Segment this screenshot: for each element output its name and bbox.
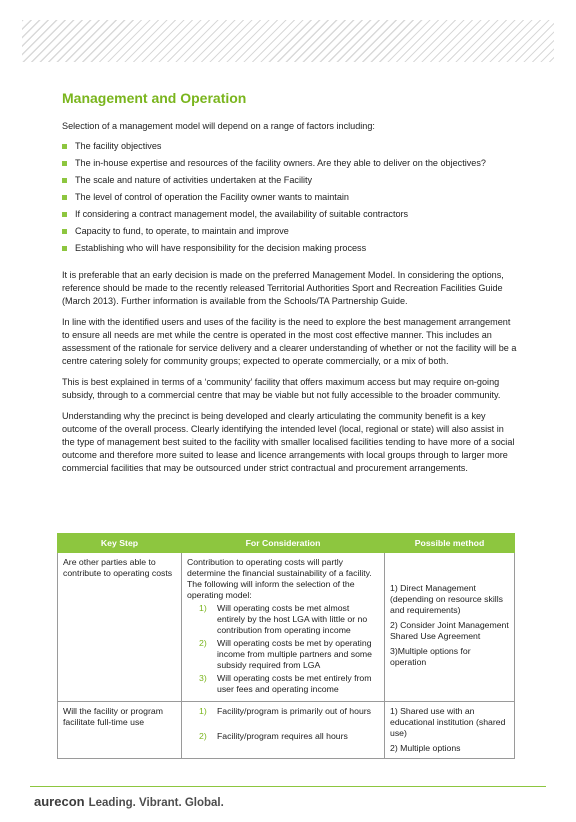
table-header-row xyxy=(58,534,515,553)
list-item: The scale and nature of activities undertaken at the Facility xyxy=(62,174,518,187)
list-item: The in-house expertise and resources of the facility owners. Are they able to deliver on the objectives? xyxy=(62,157,518,170)
key-step-cell: Are other parties able to contribute to operating costs xyxy=(58,553,182,702)
body-content xyxy=(62,120,518,483)
decorative-hatch-band xyxy=(22,20,554,62)
factor-list xyxy=(62,140,518,255)
body-paragraph: Understanding why the precinct is being developed and clearly articulating the community benefit is a key outcome of the overall process. Clearly identifying the intended level (local, regional or state) will also assist in the type of management best suited to the facility with smaller localised facilities tending to have more of a social outcome and therefore more suited to lease and licence arrangements with local groups through to larger more commercial facilities that may be outsourced under strict contractual and procurement arrangements. xyxy=(62,411,515,473)
section-heading: Management and Operation xyxy=(62,90,247,106)
item-number: 2) xyxy=(199,638,207,648)
list-item: Capacity to fund, to operate, to maintain and improve xyxy=(62,225,518,238)
method-item: 1) Shared use with an educational institution (shared use) xyxy=(390,706,506,738)
item-text: Facility/program requires all hours xyxy=(217,731,348,741)
consideration-list xyxy=(187,603,379,695)
method-cell xyxy=(385,553,515,702)
column-header: Key Step xyxy=(58,534,182,553)
method-cell xyxy=(385,702,515,759)
key-step-cell: Will the facility or program facilitate full-time use xyxy=(58,702,182,759)
list-item: The level of control of operation the Facility owner wants to maintain xyxy=(62,191,518,204)
list-item xyxy=(199,731,379,742)
item-number: 1) xyxy=(199,706,207,716)
body-paragraph: This is best explained in terms of a ‘community’ facility that offers maximum access but may require on-going subsidy, through to a commercial centre that may be viable but not fully accessible to the broader community. xyxy=(62,377,501,400)
item-text: Will operating costs be met entirely from user fees and operating income xyxy=(217,673,372,694)
footer-logo xyxy=(34,794,224,809)
table-row xyxy=(58,702,515,759)
method-item: 1) Direct Management (depending on resource skills and requirements) xyxy=(390,582,504,615)
method-item: 2) Multiple options xyxy=(390,743,461,753)
item-number: 3) xyxy=(199,673,207,683)
list-item xyxy=(199,638,379,671)
brand-name: aurecon xyxy=(34,794,85,809)
body-paragraph: In line with the identified users and uses of the facility is the need to explore the best management arrangement to ensure all needs are met while the centre is operated in the most cost effective manner. This includes an assessment of the rationale for service delivery and a clearer understanding of whether or not the facility will be a centre catering solely for community groups; expected to operate commercially, or a mix of both. xyxy=(62,317,517,366)
consideration-list xyxy=(187,706,379,742)
brand-tagline: Leading. Vibrant. Global. xyxy=(88,797,224,809)
column-header: Possible method xyxy=(385,534,515,553)
list-item xyxy=(199,706,379,717)
item-text: Will operating costs be met by operating income from multiple partners and some subsidy required from LGA xyxy=(217,638,372,670)
list-item: The facility objectives xyxy=(62,140,518,153)
list-item xyxy=(199,603,379,636)
item-number: 2) xyxy=(199,731,207,741)
consideration-intro: Contribution to operating costs will partly determine the financial sustainability of a facility. The following will inform the selection of the operating model: xyxy=(187,557,372,600)
item-text: Facility/program is primarily out of hours xyxy=(217,706,372,716)
list-item xyxy=(199,673,379,695)
list-item: Establishing who will have responsibility for the decision making process xyxy=(62,242,518,255)
item-number: 1) xyxy=(199,603,207,613)
item-text: Will operating costs be met almost entirely by the host LGA with little or no contribution from operating income xyxy=(217,603,368,635)
management-steps-table xyxy=(57,533,515,759)
intro-paragraph: Selection of a management model will depend on a range of factors including: xyxy=(62,121,375,131)
method-item: 3)Multiple options for operation xyxy=(390,645,471,667)
table-row xyxy=(58,553,515,702)
body-paragraph: It is preferable that an early decision is made on the preferred Management Model. In considering the options, reference should be made to the recently released Territorial Authorities Sport and Recreation Facilities Guide (March 2013). Further information is available from the Schools/TA Partnership Guide. xyxy=(62,270,504,306)
list-item: If considering a contract management model, the availability of suitable contractors xyxy=(62,208,518,221)
consideration-cell xyxy=(182,702,385,759)
column-header: For Consideration xyxy=(182,534,385,553)
method-item: 2) Consider Joint Management Shared Use Agreement xyxy=(390,619,509,641)
footer-divider xyxy=(30,786,546,787)
consideration-cell xyxy=(182,553,385,702)
